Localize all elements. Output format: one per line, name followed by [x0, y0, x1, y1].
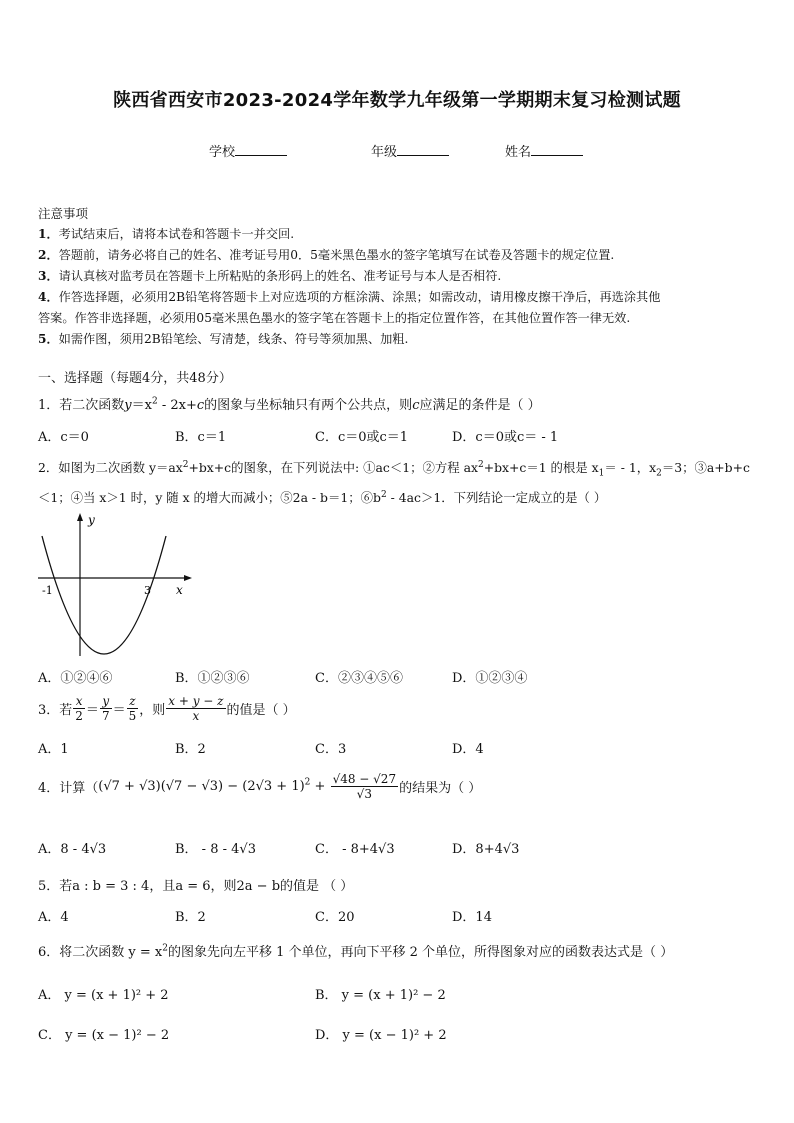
- question-2-line-1: [38, 458, 750, 478]
- subscript: 2: [656, 468, 662, 479]
- q5-options: [38, 906, 758, 926]
- option-a[interactable]: A． y = (x + 1)² + 2: [38, 988, 169, 1003]
- fraction: [166, 694, 225, 723]
- frac-den: 7: [101, 709, 110, 723]
- superscript: 2: [162, 943, 168, 954]
- math-expr: (√7 + √3)(√7 − √3) − (2√3 + 1): [98, 779, 305, 794]
- notice-text: 答案。作答非选择题，必须用05毫米黑色墨水的签字笔在答题卡上的指定位置作答，在其他位置作答一律无效.: [38, 311, 631, 325]
- q1-options: [38, 426, 758, 446]
- var-c: c: [412, 398, 420, 413]
- option-d[interactable]: D．14: [452, 910, 492, 925]
- notice-num: 2．: [38, 248, 59, 262]
- name-label: 姓名: [505, 145, 532, 160]
- q3-options: [38, 738, 758, 758]
- frac-den: x: [192, 709, 200, 723]
- notice-num: 3．: [38, 269, 59, 283]
- frac-num: √48 − √27: [332, 772, 397, 786]
- q-text: 应满足的条件是（ ）: [419, 398, 541, 413]
- fraction: [331, 772, 399, 801]
- q2-options: [38, 667, 758, 687]
- q-text: ＝ - 1，x: [604, 460, 657, 475]
- superscript: 2: [182, 459, 189, 470]
- x-label: x: [176, 583, 183, 597]
- frac-den: 5: [128, 709, 137, 723]
- x-axis-arrow: [184, 575, 192, 581]
- notice-block: [38, 203, 758, 350]
- question-3: [38, 694, 296, 723]
- q-text: +: [310, 779, 330, 794]
- option-d[interactable]: D．①②③④: [452, 671, 528, 686]
- var-c: c: [196, 398, 205, 413]
- notice-item: [38, 245, 758, 266]
- q4-options: [38, 838, 758, 858]
- frac-den: 2: [75, 709, 83, 723]
- option-c[interactable]: C．20: [315, 910, 355, 925]
- question-2-line-2: [38, 488, 606, 506]
- q-text: ＝: [85, 703, 99, 718]
- q6-options-row-2: [38, 1024, 758, 1044]
- frac-num: y: [102, 694, 110, 708]
- q-text: ＝3；③a+b+c: [661, 460, 750, 475]
- superscript: 2: [304, 777, 311, 788]
- frac-num: z: [129, 694, 136, 708]
- fraction: [127, 694, 139, 723]
- school-label: 学校: [209, 145, 236, 160]
- frac-den: √3: [356, 787, 372, 801]
- option-a[interactable]: A．4: [38, 910, 69, 925]
- y-label: y: [88, 513, 95, 527]
- superscript: 2: [477, 459, 484, 470]
- question-6: [38, 941, 673, 960]
- notice-heading: 注意事项: [38, 206, 89, 221]
- notice-text: 考试结束后，请将本试卷和答题卡一并交回.: [58, 227, 295, 241]
- y-axis-arrow: [77, 513, 83, 521]
- section-heading: 一、选择题（每题4分，共48分）: [38, 371, 232, 386]
- option-a[interactable]: A．①②④⑥: [38, 671, 113, 686]
- school-field: [209, 141, 287, 160]
- notice-item: [38, 224, 758, 245]
- q-text: 的图象先向左平移 1 个单位，再向下平移 2 个单位，所得图象对应的函数表达式是（ ）: [167, 945, 674, 960]
- frac-num: x: [75, 694, 83, 708]
- notice-num: 1．: [38, 227, 59, 241]
- parabola-graph: [36, 510, 196, 658]
- option-d[interactable]: D．c＝0或c＝ - 1: [452, 430, 559, 445]
- notice-item: [38, 287, 758, 308]
- notice-text: 如需作图，须用2B铅笔绘、写清楚，线条、符号等须加黑、加粗.: [58, 332, 409, 346]
- grade-field: [371, 141, 449, 160]
- school-blank[interactable]: [235, 143, 287, 156]
- q-text: 若二次函数: [59, 398, 125, 413]
- root-label-left: -1: [42, 584, 53, 597]
- grade-label: 年级: [371, 145, 398, 160]
- q-text: ＝x: [131, 398, 152, 413]
- option-b[interactable]: B． - 8 - 4√3: [175, 842, 256, 857]
- question-1: [38, 394, 541, 413]
- option-d[interactable]: D．4: [452, 742, 484, 757]
- question-4: [38, 772, 481, 801]
- q-text: 的结果为（ ）: [399, 781, 482, 796]
- notice-item: [38, 329, 758, 350]
- q-text: 的值是（ ）: [226, 703, 296, 718]
- q-text: 2．如图为二次函数 y＝ax: [38, 460, 183, 475]
- superscript: 2: [380, 489, 387, 500]
- fraction: [73, 694, 85, 723]
- q-text: 3．若: [38, 703, 73, 718]
- superscript: 2: [152, 396, 158, 407]
- notice-item: [38, 308, 758, 329]
- notice-num: 4．: [38, 290, 59, 304]
- option-c[interactable]: C．②③④⑤⑥: [315, 671, 403, 686]
- q-text: +bx+c＝1 的根是 x: [483, 460, 599, 475]
- notice-text: 请认真核对监考员在答题卡上所粘贴的条形码上的姓名、准考证号与本人是否相符.: [58, 269, 502, 283]
- grade-blank[interactable]: [397, 143, 449, 156]
- q-text: ，则: [139, 703, 166, 718]
- page-title: 陕西省西安市2023-2024学年数学九年级第一学期期末复习检测试题: [113, 90, 681, 111]
- fraction: [100, 694, 112, 723]
- notice-item: [38, 266, 758, 287]
- root-label-right: 3: [144, 584, 151, 597]
- name-blank[interactable]: [531, 143, 583, 156]
- option-c[interactable]: C． y = (x − 1)² − 2: [38, 1028, 170, 1043]
- option-b[interactable]: B．2: [175, 910, 206, 925]
- option-c[interactable]: C．c＝0或c＝1: [315, 430, 409, 445]
- q-num: 1．: [38, 398, 60, 413]
- q-text: 的图象与坐标轴只有两个公共点，则: [204, 398, 413, 413]
- frac-num: x + y − z: [168, 694, 224, 708]
- name-field: [505, 141, 583, 160]
- option-a[interactable]: A．1: [38, 742, 69, 757]
- q-text: +bx+c的图象，在下列说法中: ①ac＜1；②方程 ax: [188, 460, 478, 475]
- option-b[interactable]: B．2: [175, 742, 206, 757]
- q6-options-row-1: [38, 984, 758, 1004]
- option-d[interactable]: D． y = (x − 1)² + 2: [315, 1028, 447, 1043]
- var-y: y: [124, 398, 132, 413]
- q-text: ＜1；④当 x＞1 时，y 随 x 的增大而减小；⑤2a - b＝1；⑥b: [38, 490, 381, 505]
- option-b[interactable]: B．①②③⑥: [175, 671, 250, 686]
- q-text: 4．计算（: [38, 781, 99, 796]
- q-text: - 4ac＞1．下列结论一定成立的是（ ）: [386, 490, 607, 505]
- option-a[interactable]: A．c＝0: [38, 430, 89, 445]
- q-text: ＝: [112, 703, 126, 718]
- option-b[interactable]: B． y = (x + 1)² − 2: [315, 988, 446, 1003]
- option-a[interactable]: A．8 - 4√3: [38, 842, 107, 857]
- q-text: 6．将二次函数 y = x: [38, 945, 163, 960]
- option-d[interactable]: D．8+4√3: [452, 842, 520, 857]
- notice-text: 答题前，请务必将自己的姓名、准考证号用0．5毫米黑色墨水的签字笔填写在试卷及答题卡的规定位置.: [58, 248, 615, 262]
- question-5: 5．若a : b = 3 : 4，且a = 6，则2a − b的值是 （ ）: [38, 879, 354, 894]
- option-b[interactable]: B．c＝1: [175, 430, 227, 445]
- subscript: 1: [598, 468, 605, 479]
- option-c[interactable]: C．3: [315, 742, 347, 757]
- notice-num: 5．: [38, 332, 59, 346]
- option-c[interactable]: C． - 8+4√3: [315, 842, 395, 857]
- notice-text: 作答选择题，必须用2B铅笔将答题卡上对应选项的方框涂满、涂黑；如需改动，请用橡皮擦干净后，再选涂其他: [58, 290, 661, 304]
- q-text: - 2x+: [157, 398, 197, 413]
